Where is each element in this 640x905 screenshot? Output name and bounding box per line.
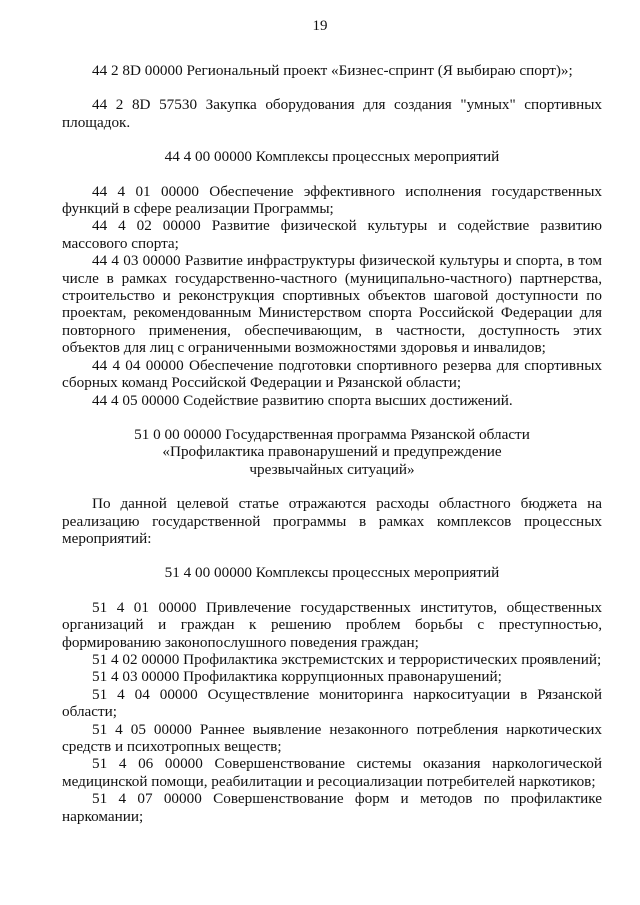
paragraph-51-4-04: 51 4 04 00000 Осуществление мониторинга наркоситуации в Рязанской области;: [62, 685, 602, 721]
paragraph-51-4-01: 51 4 01 00000 Привлечение государственных институтов, общественных организаций и граждан к решению проблем борьбы с преступностью, формированию законопослушного поведения граждан;: [62, 598, 602, 651]
paragraph-44-4-03: 44 4 03 00000 Развитие инфраструктуры физической культуры и спорта, в том числе в рамках государственно-частного (муниципально-частного) партнерства, строительство и реконструкция спортивных объектов шаговой доступности по проектам, рекомендованным Министерством спорта Российской Федерации для повторного применения, обеспечивающим, в частности, доступность этих объектов для лиц с ограниченными возможностями здоровья и инвалидов;: [62, 252, 602, 357]
document-body: [62, 62, 602, 825]
program-heading-line-2: «Профилактика правонарушений и предупреждение: [162, 443, 502, 461]
section-heading-44-4: 44 4 00 00000 Комплексы процессных мероприятий: [164, 148, 500, 166]
paragraph-44-4-01: 44 4 01 00000 Обеспечение эффективного исполнения государственных функций в сфере реализации Программы;: [62, 182, 602, 218]
paragraph-51-4-03: 51 4 03 00000 Профилактика коррупционных правонарушений;: [92, 668, 502, 686]
paragraph-regional-project: 44 2 8D 00000 Региональный проект «Бизнес-спринт (Я выбираю спорт)»;: [92, 62, 573, 79]
paragraph-51-4-06: 51 4 06 00000 Совершенствование системы оказания наркологической медицинской помощи, реабилитации и ресоциализации потребителей наркотиков;: [62, 755, 602, 790]
page-number: 19: [312, 18, 328, 34]
program-heading-line-1: 51 0 00 00000 Государственная программа Рязанской области: [134, 425, 530, 443]
paragraph-budget-description: По данной целевой статье отражаются расходы областного бюджета на реализацию государственной программы в рамках комплексов процессных мероприятий:: [62, 495, 602, 547]
paragraph-51-4-07: 51 4 07 00000 Совершенствование форм и методов по профилактике наркомании;: [62, 790, 602, 825]
paragraph-51-4-05: 51 4 05 00000 Раннее выявление незаконного потребления наркотических средств и психотропных веществ;: [62, 720, 602, 755]
paragraph-44-4-02: 44 4 02 00000 Развитие физической культуры и содействие развитию массового спорта;: [62, 217, 602, 252]
paragraph-44-4-04: 44 4 04 00000 Обеспечение подготовки спортивного резерва для спортивных сборных команд Российской Федерации и Рязанской области;: [62, 356, 602, 392]
paragraph-44-4-05: 44 4 05 00000 Содействие развитию спорта высших достижений.: [92, 391, 513, 409]
program-heading-line-3: чрезвычайных ситуаций»: [249, 460, 415, 478]
section-heading-51-4: 51 4 00 00000 Комплексы процессных мероприятий: [164, 564, 500, 582]
program-heading-51: [62, 426, 602, 478]
paragraph-51-4-02: 51 4 02 00000 Профилактика экстремистских и террористических проявлений;: [92, 650, 602, 668]
paragraph-smart-sports-grounds: 44 2 8D 57530 Закупка оборудования для создания "умных" спортивных площадок.: [62, 96, 602, 131]
